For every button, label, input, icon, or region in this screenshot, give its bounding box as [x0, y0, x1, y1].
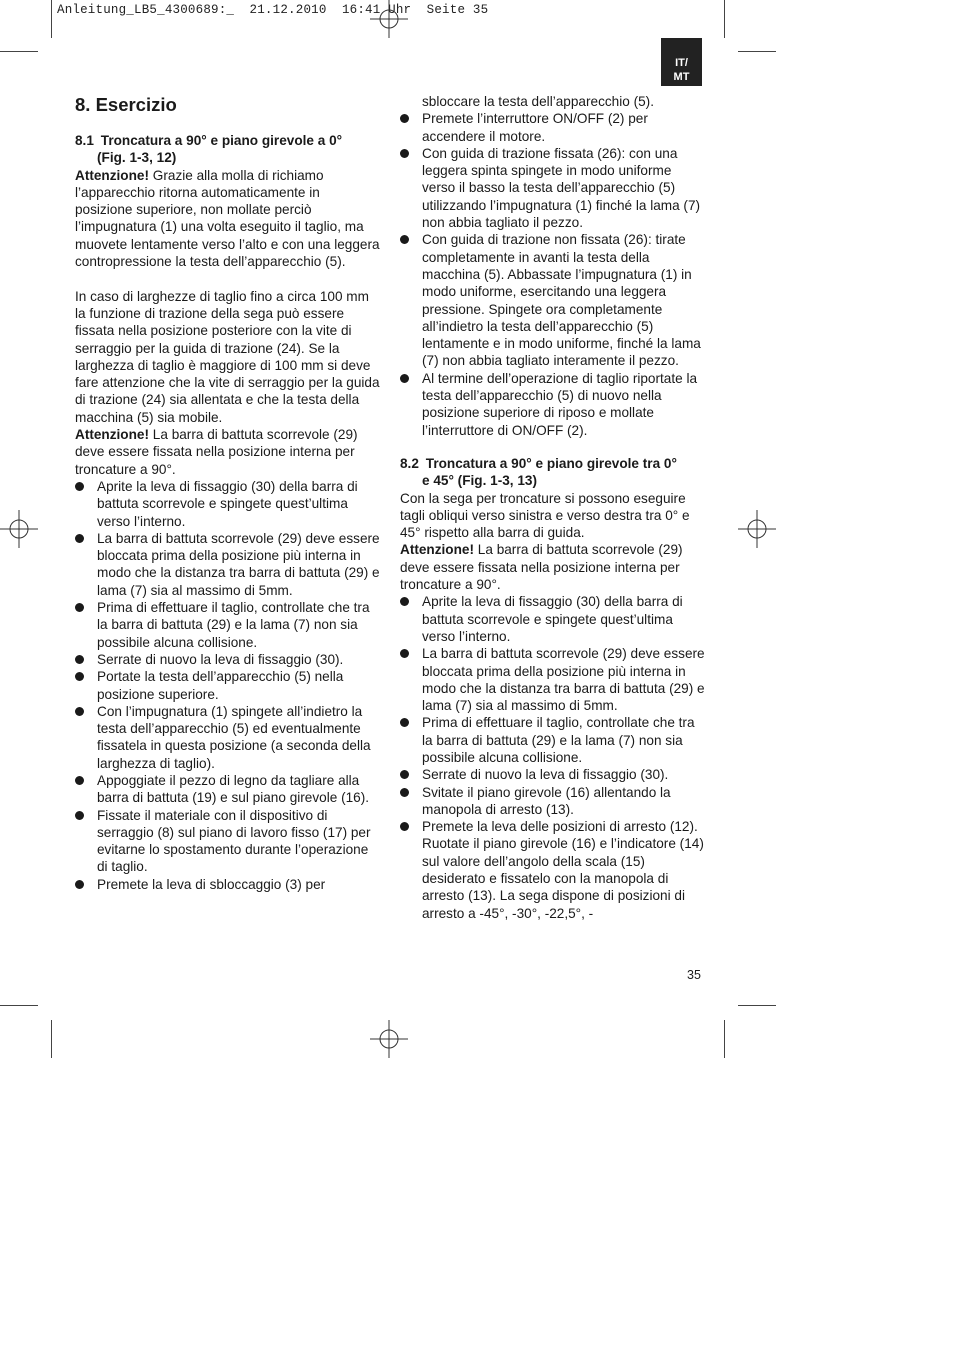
- left-column: [75, 93, 380, 893]
- bullet-icon: [400, 718, 409, 727]
- language-tab: [661, 38, 702, 86]
- list-item: Serrate di nuovo la leva di fissaggio (30).: [75, 651, 380, 668]
- list-item: Prima di effettuare il taglio, controllate che tra la barra di battuta (29) e la lama (7) non sia possibile alcuna collisione.: [75, 599, 380, 651]
- bullet-icon: [75, 880, 84, 889]
- list-item: Con l’impugnatura (1) spingete all’indietro la testa dell’apparecchio (5) ed eventualmente fissatela in questa posizione (a seconda della larghezza di taglio).: [75, 703, 380, 772]
- heading-text: Troncatura a 90° e piano girevole tra 0°: [425, 455, 677, 471]
- bullet-icon: [400, 597, 409, 606]
- subsection-heading: [400, 455, 706, 490]
- list-item: Prima di effettuare il taglio, controllate che tra la barra di battuta (29) e la lama (7) non sia possibile alcuna collisione.: [400, 714, 706, 766]
- bullet-icon: [400, 822, 409, 831]
- bullet-icon: [400, 235, 409, 244]
- attention-text: La barra di battuta scorrevole (29) deve essere fissata nella posizione interna per troncature a 90°.: [400, 542, 683, 593]
- crop-mark: [738, 51, 776, 52]
- list-item: Aprite la leva di fissaggio (30) della barra di battuta scorrevole e spingete quest’ultima verso l’interno.: [75, 478, 380, 530]
- language-tab-line: MT: [673, 71, 690, 83]
- list-item: Con guida di trazione fissata (26): con una leggera spinta spingete in modo uniforme verso il basso la testa dell’apparecchio (5) utilizzando l’impugnatura (1) finché la lama (7) non abbia tagliato il pezzo.: [400, 145, 706, 231]
- crop-mark: [0, 1005, 38, 1006]
- heading-number: 8.1: [75, 133, 94, 148]
- bullet-icon: [75, 482, 84, 491]
- attention-text: La barra di battuta scorrevole (29) deve essere fissata nella posizione interna per troncature a 90°.: [75, 427, 358, 477]
- registration-mark-icon: [370, 0, 408, 38]
- list-item: Portate la testa dell’apparecchio (5) nella posizione superiore.: [75, 668, 380, 703]
- bullet-icon: [75, 776, 84, 785]
- list-item: Fissate il materiale con il dispositivo di serraggio (8) sul piano di lavoro fisso (17) per evitarne lo spostamento durante l’operazione di taglio.: [75, 807, 380, 876]
- bullet-icon: [75, 655, 84, 664]
- heading-text: Troncatura a 90° e piano girevole a 0°: [100, 133, 343, 148]
- crop-mark: [51, 1020, 52, 1058]
- crop-mark: [724, 1020, 725, 1058]
- body-paragraph: In caso di larghezze di taglio fino a circa 100 mm la funzione di trazione della sega può essere fissata nella posizione posteriore con la vite di serraggio per la guida di trazione (24). Se la larghezza di taglio è maggiore di 100 mm si deve fare attenzione che la vite di serraggio per la guida di trazione (24) sia allentata e che la testa della macchina (5) sia mobile.: [75, 288, 380, 425]
- bullet-icon: [400, 149, 409, 158]
- continuation-text: sbloccare la testa dell’apparecchio (5).: [422, 94, 654, 109]
- crop-mark: [0, 51, 38, 52]
- attention-label: Attenzione!: [75, 167, 150, 183]
- print-slug: Anleitung_LB5_4300689:_ 21.12.2010 16:41 Uhr Seite 35: [57, 3, 489, 17]
- crop-mark: [724, 0, 725, 38]
- bullet-icon: [75, 811, 84, 820]
- attention-paragraph: [400, 541, 706, 593]
- list-item: Premete la leva di sbloccaggio (3) per: [75, 876, 380, 893]
- list-item: Aprite la leva di fissaggio (30) della barra di battuta scorrevole e spingete quest’ultima verso l’interno.: [400, 593, 706, 645]
- list-item: La barra di battuta scorrevole (29) deve essere bloccata prima della posizione più interna in modo che la distanza tra barra di battuta (29) e lama (7) sia al massimo di 5mm.: [400, 645, 706, 714]
- registration-mark-icon: [738, 510, 776, 548]
- list-item: Appoggiate il pezzo di legno da tagliare alla barra di battuta (19) e sul piano girevole (16).: [75, 772, 380, 807]
- language-tab-line: IT/: [675, 57, 688, 69]
- section-title: 8. Esercizio: [75, 94, 177, 115]
- bullet-icon: [75, 603, 84, 612]
- bullet-icon: [75, 672, 84, 681]
- bullet-icon: [400, 649, 409, 658]
- list-item: Svitate il piano girevole (16) allentando la manopola di arresto (13).: [400, 784, 706, 819]
- attention-label: Attenzione!: [75, 427, 150, 443]
- list-item: Al termine dell’operazione di taglio riportate la testa dell’apparecchio (5) di nuovo nella posizione superiore di riposo e mollate l’interruttore di ON/OFF (2).: [400, 370, 706, 439]
- list-item: Premete l’interruttore ON/OFF (2) per accendere il motore.: [400, 110, 706, 145]
- list-item: La barra di battuta scorrevole (29) deve essere bloccata prima della posizione più interna in modo che la distanza tra barra di battuta (29) e lama (7) sia al massimo di 5mm.: [75, 530, 380, 599]
- bullet-icon: [400, 770, 409, 779]
- heading-continuation: e 45° (Fig. 1-3, 13): [422, 473, 537, 489]
- crop-mark: [738, 1005, 776, 1006]
- bullet-list: [400, 110, 706, 439]
- page-number: 35: [687, 968, 701, 982]
- bullet-icon: [75, 534, 84, 543]
- bullet-icon: [400, 374, 409, 383]
- body-paragraph: Con la sega per troncature si possono eseguire tagli obliqui verso sinistra e verso destra tra 0° e 45° rispetto alla barra di guida.: [400, 490, 690, 541]
- attention-paragraph: [75, 167, 380, 271]
- attention-text: Grazie alla molla di richiamo l’apparecchio ritorna automaticamente in posizione superiore, non mollate perciò l’impugnatura (1) una volta eseguito il taglio, ma muovete lentamente verso l’alto e con una leggera contropressione la testa dell’apparecchio (5).: [75, 167, 380, 270]
- bullet-icon: [75, 707, 84, 716]
- bullet-list: [75, 478, 380, 893]
- attention-label: Attenzione!: [400, 542, 475, 558]
- list-item: Serrate di nuovo la leva di fissaggio (30).: [400, 766, 706, 783]
- right-column: [400, 93, 706, 922]
- list-item: Premete la leva delle posizioni di arresto (12). Ruotate il piano girevole (16) e l’indicatore (14) sul valore dell’angolo della scala (15) desiderato e fissatelo con la manopola di arresto (13). La sega dispone di posizioni di arresto a -45°, -30°, -22,5°, -: [400, 818, 706, 922]
- heading-continuation: (Fig. 1-3, 12): [97, 150, 177, 166]
- registration-mark-icon: [370, 1020, 408, 1058]
- attention-paragraph: [75, 426, 380, 478]
- crop-mark: [51, 0, 52, 38]
- heading-number: 8.2: [400, 455, 419, 471]
- bullet-icon: [400, 788, 409, 797]
- registration-mark-icon: [0, 510, 38, 548]
- list-item: Con guida di trazione non fissata (26): tirate completamente in avanti la testa della macchina (5). Abbassate l’impugnatura (1) in modo uniforme, esercitando una leggera pressione. Spingete ora completamente all’indietro la testa dell’apparecchio (5) lentamente e in modo uniforme, finché la lama (7) non abbia tagliato interamente il pezzo.: [400, 231, 706, 369]
- bullet-list: [400, 593, 706, 922]
- bullet-icon: [400, 114, 409, 123]
- subsection-heading: [75, 132, 380, 167]
